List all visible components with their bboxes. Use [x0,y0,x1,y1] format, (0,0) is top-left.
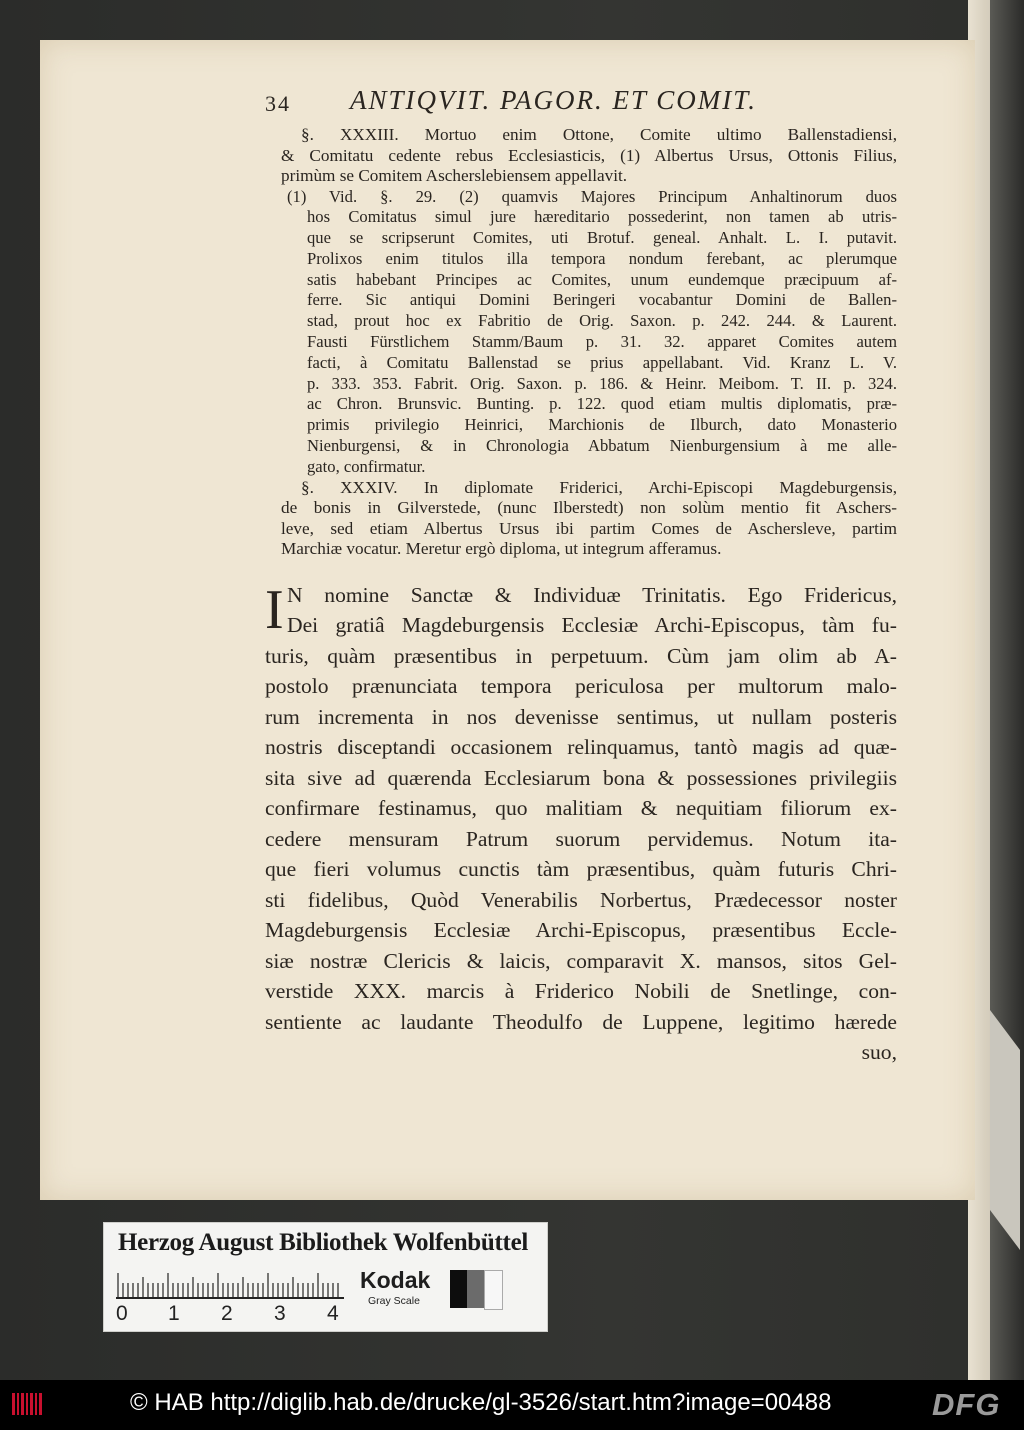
text-line: leve, sed etiam Albertus Ursus ibi partim Comes de Aschersleve, partim [281,518,897,538]
text-line: §. XXXIII. Mortuo enim Ottone, Comite ultimo Ballenstadiensi, [301,125,897,144]
gray-swatch-black [450,1270,467,1308]
text-line: (1) Vid. §. 29. (2) quamvis Majores Principum Anhaltinorum duos [287,186,897,206]
text-line: p. 333. 353. Fabrit. Orig. Saxon. p. 186. & Heinr. Meibom. T. II. p. 324. [307,373,897,393]
text-line: sentiente ac laudante Theodulfo de Luppene, legitimo hærede [265,1009,897,1034]
copyright-url: © HAB http://diglib.hab.de/drucke/gl-3526/start.htm?image=00488 [130,1389,832,1416]
text-line: primùm se Comitem Ascherslebiensem appellavit. [281,166,628,185]
text-line: de bonis in Gilverstede, (nunc Ilberstedt) non solùm mentio fit Aschers- [281,498,897,518]
gray-swatch-white [484,1270,503,1310]
kodak-brand: Kodak [360,1267,431,1293]
footnote [265,187,897,478]
text-line: ac Chron. Brunsvic. Bunting. p. 122. quod etiam multis diplomatis, præ- [307,394,897,414]
section-34 [265,478,897,560]
text-line: sti fidelibus, Quòd Venerabilis Norbertus, Prædecessor noster [265,887,897,912]
text-line: stad, prout hoc ex Fabritio de Orig. Saxon. p. 242. 244. & Laurent. [307,311,897,331]
footer-bar [0,1380,1024,1430]
text-line: Fausti Fürstlichem Stamm/Baum p. 31. 32. apparet Comites autem [307,332,897,352]
text-line: §. XXXIV. In diplomate Friderici, Archi-Episcopi Magdeburgensis, [301,477,897,497]
library-label [103,1222,548,1332]
text-line: satis habebant Principes ac Comites, unum eundemque præcipuum af- [307,269,897,289]
ruler-number: 1 [168,1302,180,1325]
charter-text [265,580,897,1068]
page-text [265,85,897,1068]
text-line: verstide XXX. marcis à Friderico Nobili de Snetlinge, con- [265,979,897,1004]
text-line: ferre. Sic antiqui Domini Beringeri vocabantur Domini de Ballen- [307,290,897,310]
running-head-title: ANTIQVIT. PAGOR. ET COMIT. [350,85,758,115]
text-line: Marchiæ vocatur. Meretur ergò diploma, ut integrum afferamus. [281,539,722,559]
text-line: Prolixos enim titulos illa tempora nondum ferebant, ac plerumque [307,248,897,268]
ruler-number: 4 [327,1302,339,1325]
text-line: hos Comitatus simul jure hæreditario possederint, non tamen ab utris- [307,207,897,227]
text-line: confirmare festinamus, quo malitiam & nequitiam filiorum ex- [265,796,897,821]
dfg-logo: DFG [932,1387,1001,1422]
text-line: Dei gratiâ Magdeburgensis Ecclesiæ Archi-Episcopus, tàm fu- [287,613,897,638]
text-line: cedere mensuram Patrum suorum pervidemus. Notum ita- [265,826,897,851]
running-head [265,85,897,125]
ruler-number: 0 [116,1302,128,1325]
text-line: Nienburgensi, & in Chronologia Abbatum Nienburgensium à me alle- [307,436,897,456]
text-line: sita sive ad quærenda Ecclesiarum bona & possessiones privilegiis [265,765,897,790]
gray-scale-caption: Gray Scale [368,1295,420,1307]
ruler-icon [116,1269,344,1299]
text-line: gato, confirmatur. [307,456,426,476]
ruler-number: 2 [221,1302,233,1325]
text-line: que se scripserunt Comites, uti Brotuf. geneal. Anhalt. L. I. putavit. [307,228,897,248]
text-line: nostris disceptandi occasionem relinquamus, tantò magis ad quæ- [265,735,897,760]
text-line: postolo prænunciata tempora periculosa per multorum malo- [265,674,897,699]
text-line: Magdeburgensis Ecclesiæ Archi-Episcopus, præsentibus Eccle- [265,918,897,943]
text-line: siæ nostræ Clericis & laicis, comparavit X. mansos, sitos Gel- [265,948,897,973]
drop-capital: I [265,578,284,641]
text-line: turis, quàm præsentibus in perpetuum. Cùm jam olim ab A- [265,643,897,668]
text-line: suo, [861,1040,897,1065]
institution-name: Herzog August Bibliothek Wolfenbüttel [118,1229,529,1256]
text-line: facti, à Comitatu Ballenstad se prius appellabant. Vid. Kranz L. V. [307,352,897,372]
text-line: N nomine Sanctæ & Individuæ Trinitatis. Ego Fridericus, [287,582,897,607]
text-line: & Comitatu cedente rebus Ecclesiasticis, (1) Albertus Ursus, Ottonis Filius, [281,145,897,165]
barcode-icon [12,1389,42,1419]
gray-swatch-mid [467,1270,484,1308]
page-number: 34 [265,91,291,116]
text-line: que fieri volumus cunctis tàm præsentibus, quàm futuris Chri- [265,857,897,882]
text-line: primis privilegio Heinrici, Marchionis de Ilburch, dato Monasterio [307,415,897,435]
paper-corner [990,1010,1020,1250]
text-line: rum incrementa in nos devenisse sentimus, ut nullam posteris [265,704,897,729]
section-33 [265,125,897,187]
ruler-number: 3 [274,1302,286,1325]
